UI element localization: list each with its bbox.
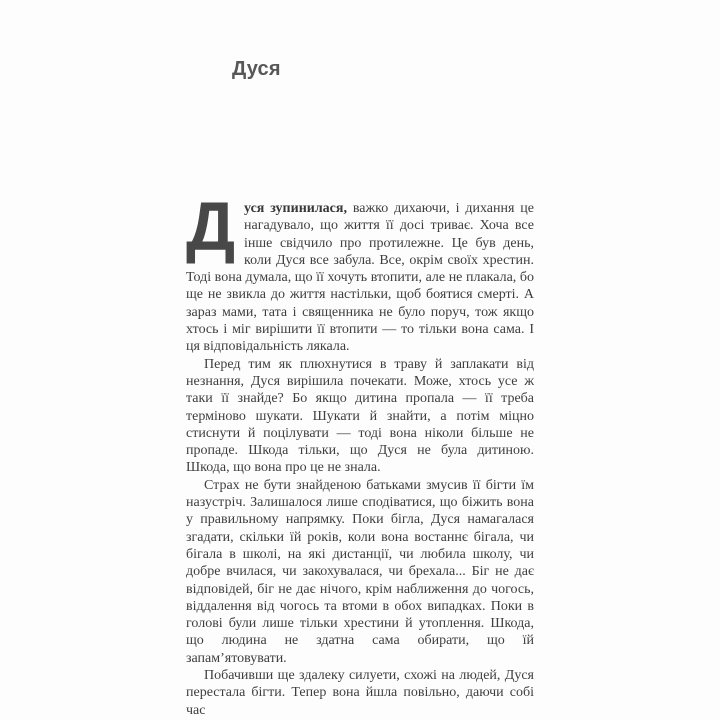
- paragraph-1-bold-lead: уся зупинилася,: [244, 201, 347, 216]
- paragraph-1: [186, 188, 534, 356]
- paragraph-4: Побачивши ще здалеку силуети, схожі на людей, Дуся перестала бігти. Тепер вона йшла повільно, даючи собі час: [186, 668, 534, 718]
- paragraph-1-text: важко дихаючи, і дихання це нагадувало, що життя її досі триває. Хоча все інше свідчило про протилежне. Це був день, коли Дуся все забула. Все, окрім своїх хрестин. Тоді вона думала, що її хочуть втопити, але не плакала, бо ще не звикла до життя настільки, щоб боятися смерті. А зараз мами, тата і священника не було поруч, тож якщо хтось і міг вирішити її втопити — то тільки вона сама. І ця відповідальність лякала.: [186, 201, 534, 355]
- chapter-title: Дуся: [232, 58, 281, 80]
- paragraph-2: Перед тим як плюхнутися в траву й заплакати від незнання, Дуся вирішила почекати. Може, хтось усе ж таки її знайде? Бо якщо дитина пропала — її треба терміново шукати. Шукати й знайти, а потім міцно стиснути й поцілувати — тоді вона ніколи більше не пропаде. Шкода тільки, що Дуся не була дитиною. Шкода, що вона про це не знала.: [186, 356, 534, 476]
- drop-cap-letter: Д: [186, 188, 236, 265]
- text-block: [186, 188, 534, 719]
- paragraph-3: Страх не бути знайденою батьками змусив її бігти їм назустріч. Залишалося лише сподіватися, що біжить вона у правильному напрямку. Поки бігла, Дуся намагалася згадати, скільки їй років, коли вона востаннє бігала, чи бігала в школі, на які дистанції, чи любила школу, чи добре вчилася, чи закохувалася, чи брехала... Біг не дає відповідей, біг не дає нічого, крім наближення до чогось, віддалення від чогось та втоми в обох випадках. Поки в голові були лише тільки хрестини й утоплення. Шкода, що людина не здатна сама обирати, що їй запам’ятовувати.: [186, 477, 534, 666]
